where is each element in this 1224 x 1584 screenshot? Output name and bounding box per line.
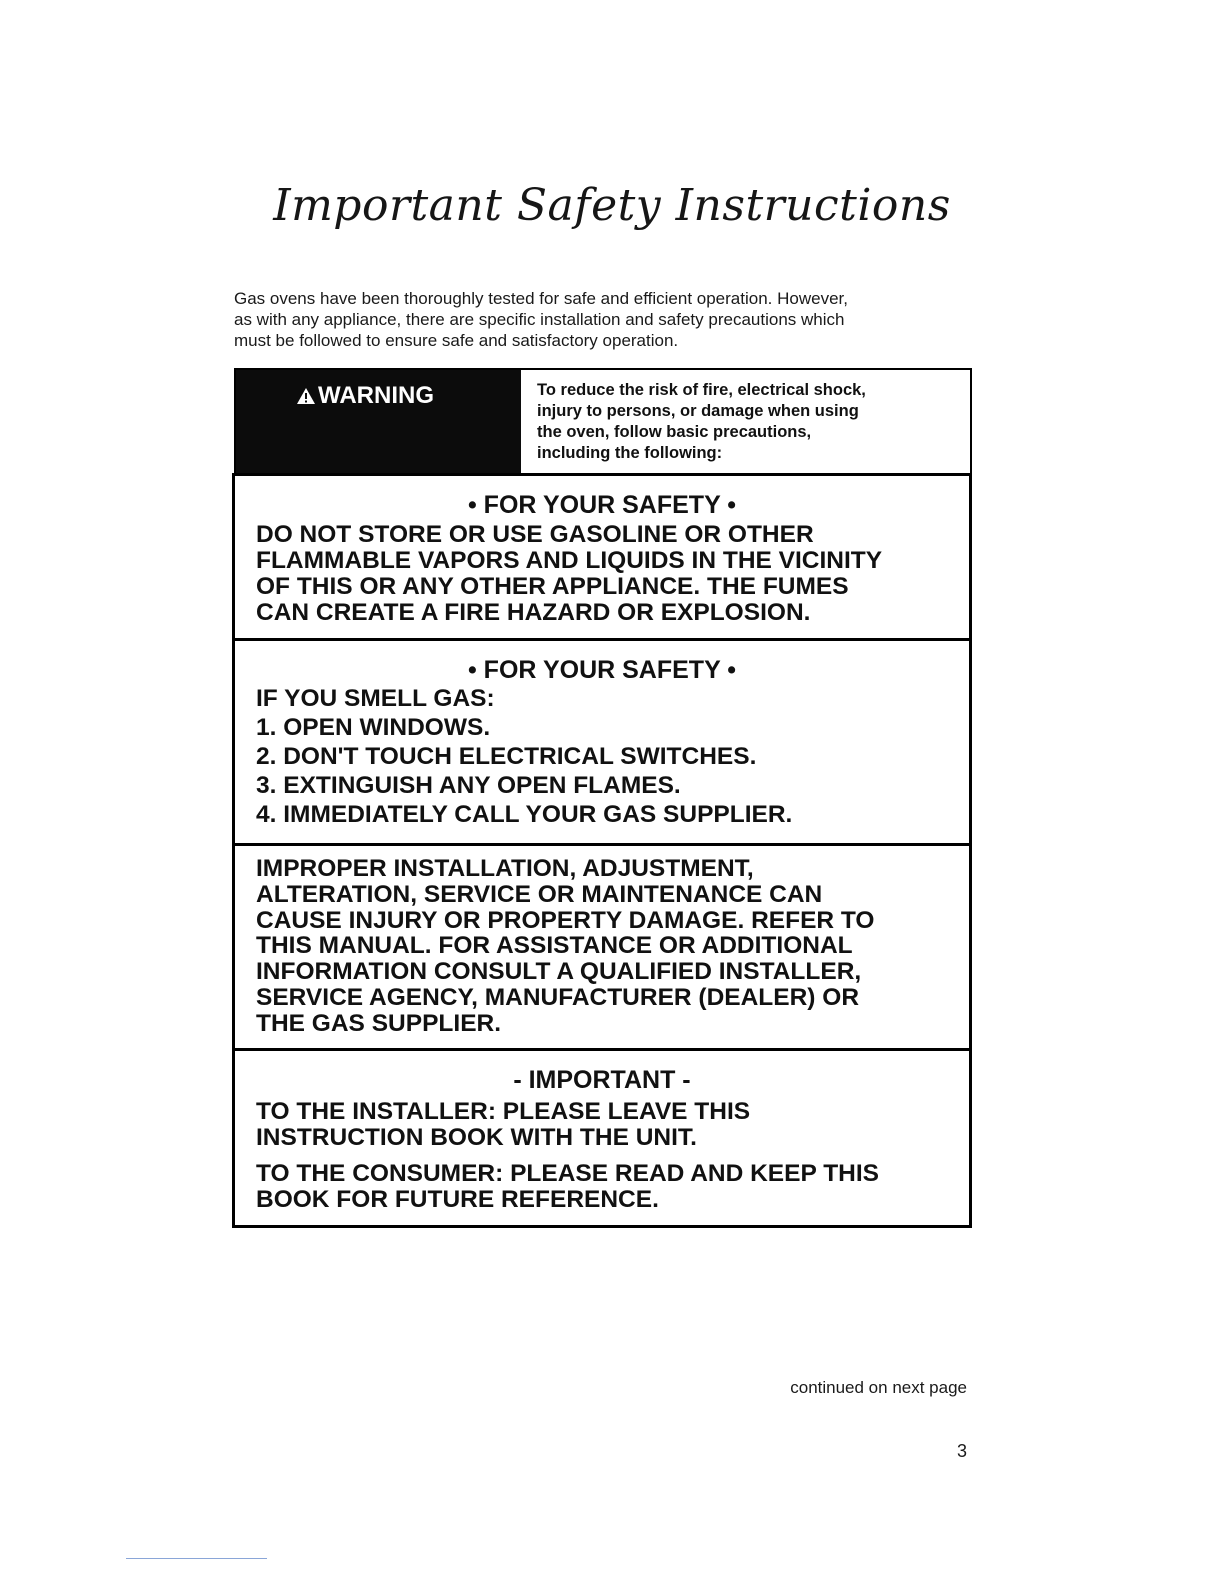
page-number: 3 xyxy=(956,1441,967,1461)
warning-line: including the following: xyxy=(537,444,723,462)
safety-section-improper-installation xyxy=(232,843,972,1051)
section-heading: - IMPORTANT - xyxy=(513,1066,691,1094)
consumer-note xyxy=(235,1161,969,1213)
section-heading: • FOR YOUR SAFETY • xyxy=(467,491,736,519)
warning-header xyxy=(234,368,972,475)
intro-line: Gas ovens have been thoroughly tested for safe and efficient operation. However, xyxy=(234,289,848,308)
intro-line: must be followed to ensure safe and satisfactory operation. xyxy=(234,331,679,350)
section-line: FLAMMABLE VAPORS AND LIQUIDS IN THE VICINITY xyxy=(256,547,883,574)
section-line: DO NOT STORE OR USE GASOLINE OR OTHER xyxy=(256,521,814,548)
page-title: Important Safety Instructions xyxy=(273,180,951,231)
section-line: TO THE CONSUMER: PLEASE READ AND KEEP THIS xyxy=(256,1160,880,1187)
warning-line: To reduce the risk of fire, electrical shock, xyxy=(537,381,866,399)
section-line: CAN CREATE A FIRE HAZARD OR EXPLOSION. xyxy=(256,599,811,626)
section-line: INFORMATION CONSULT A QUALIFIED INSTALLER, xyxy=(256,958,862,986)
list-item: 2. DON'T TOUCH ELECTRICAL SWITCHES. xyxy=(256,743,757,770)
warning-text xyxy=(521,370,970,475)
warning-label-text: WARNING xyxy=(318,382,434,409)
warning-label xyxy=(296,382,434,410)
warning-line: the oven, follow basic precautions, xyxy=(537,423,812,441)
list-item: 4. IMMEDIATELY CALL YOUR GAS SUPPLIER. xyxy=(256,801,793,828)
section-body xyxy=(235,522,969,626)
section-heading: • FOR YOUR SAFETY • xyxy=(467,656,736,684)
continued-note: continued on next page xyxy=(790,1378,967,1397)
safety-section-smell-gas xyxy=(232,638,972,846)
warning-triangle-icon xyxy=(296,387,316,405)
important-section xyxy=(232,1048,972,1228)
section-line: IMPROPER INSTALLATION, ADJUSTMENT, xyxy=(256,855,754,882)
section-line: THE GAS SUPPLIER. xyxy=(256,1009,502,1037)
section-line: INSTRUCTION BOOK WITH THE UNIT. xyxy=(256,1124,697,1151)
warning-line: injury to persons, or damage when using xyxy=(537,402,859,420)
section-body xyxy=(235,684,969,829)
section-line: BOOK FOR FUTURE REFERENCE. xyxy=(256,1186,659,1213)
section-line: IF YOU SMELL GAS: xyxy=(256,685,495,712)
section-line: OF THIS OR ANY OTHER APPLIANCE. THE FUMES xyxy=(256,573,849,600)
list-item: 1. OPEN WINDOWS. xyxy=(256,714,491,741)
list-item: 3. EXTINGUISH ANY OPEN FLAMES. xyxy=(256,772,681,799)
warning-label-panel xyxy=(236,370,521,475)
section-line: THIS MANUAL. FOR ASSISTANCE OR ADDITIONAL xyxy=(256,932,853,960)
section-line: ALTERATION, SERVICE OR MAINTENANCE CAN xyxy=(256,880,823,908)
intro-line: as with any appliance, there are specific installation and safety precautions which xyxy=(234,310,845,329)
section-line: TO THE INSTALLER: PLEASE LEAVE THIS xyxy=(256,1098,751,1125)
section-body xyxy=(235,856,969,1037)
section-line: CAUSE INJURY OR PROPERTY DAMAGE. REFER TO xyxy=(256,906,875,934)
installer-note xyxy=(235,1099,969,1151)
section-line: SERVICE AGENCY, MANUFACTURER (DEALER) OR xyxy=(256,983,860,1011)
safety-section-gasoline xyxy=(232,473,972,641)
scan-artifact-line xyxy=(126,1558,267,1559)
intro-paragraph xyxy=(234,288,974,351)
